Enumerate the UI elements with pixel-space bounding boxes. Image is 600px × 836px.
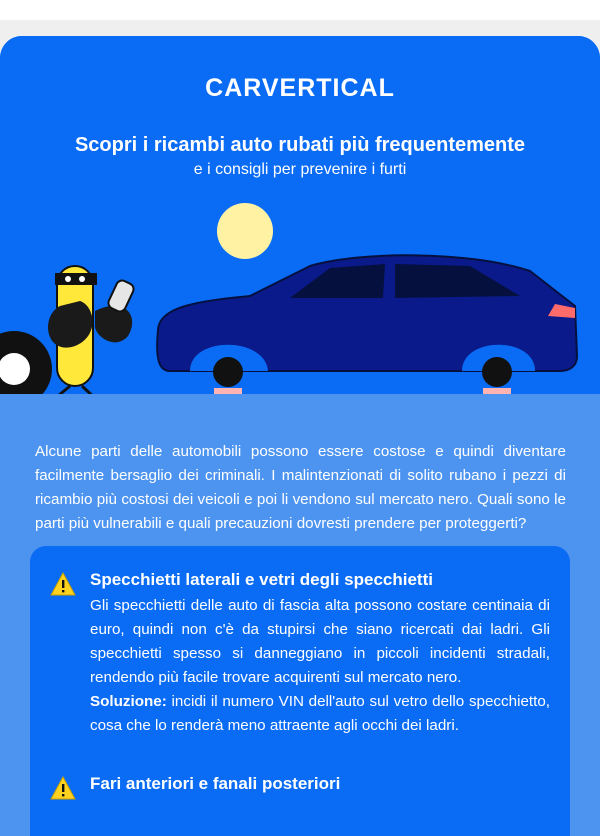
thief-illustration bbox=[0, 186, 600, 411]
tip-body bbox=[90, 594, 550, 738]
top-bar bbox=[0, 0, 600, 20]
tip-title: Fari anteriori e fanali posteriori bbox=[90, 774, 341, 793]
tip-title: Specchietti laterali e vetri degli specchietti bbox=[90, 570, 433, 589]
tip-description: Gli specchietti delle auto di fascia alta possono costare centinaia di euro, quindi non c'è da stupirsi che siano ricercati dai ladri. Gli specchietti spesso si danneggiano in piccoli incidenti stradali, rendendo più facile trovare acquirenti sul mercato nero. bbox=[90, 597, 550, 686]
carvertical-logo[interactable]: CARVERTICAL bbox=[205, 74, 395, 102]
tips-panel bbox=[30, 546, 570, 836]
tip-item bbox=[50, 774, 550, 814]
solution-label: Soluzione: bbox=[90, 693, 167, 710]
email-card bbox=[0, 36, 600, 836]
content-section bbox=[0, 394, 600, 836]
solution-text: incidi il numero VIN dell'auto sul vetro dello specchietto, cosa che lo renderà meno attraente agli occhi dei ladri. bbox=[90, 693, 550, 734]
intro-paragraph: Alcune parti delle automobili possono essere costose e quindi diventare facilmente bersaglio dei criminali. I malintenzionati di solito rubano i pezzi di ricambio più costosi dei veicoli e poi li vendono sul mercato nero. Quali sono le parti più vulnerabili e quali precauzioni dovresti prendere per proteggerti? bbox=[35, 443, 566, 532]
warning-icon bbox=[50, 572, 76, 596]
hero-section bbox=[0, 36, 600, 394]
tip-solution bbox=[90, 690, 550, 738]
warning-icon bbox=[50, 776, 76, 800]
hero-title: Scopri i ricambi auto rubati più frequentemente bbox=[74, 134, 526, 156]
tip-item bbox=[50, 570, 550, 760]
hero-subtitle: e i consigli per prevenire i furti bbox=[193, 161, 407, 178]
